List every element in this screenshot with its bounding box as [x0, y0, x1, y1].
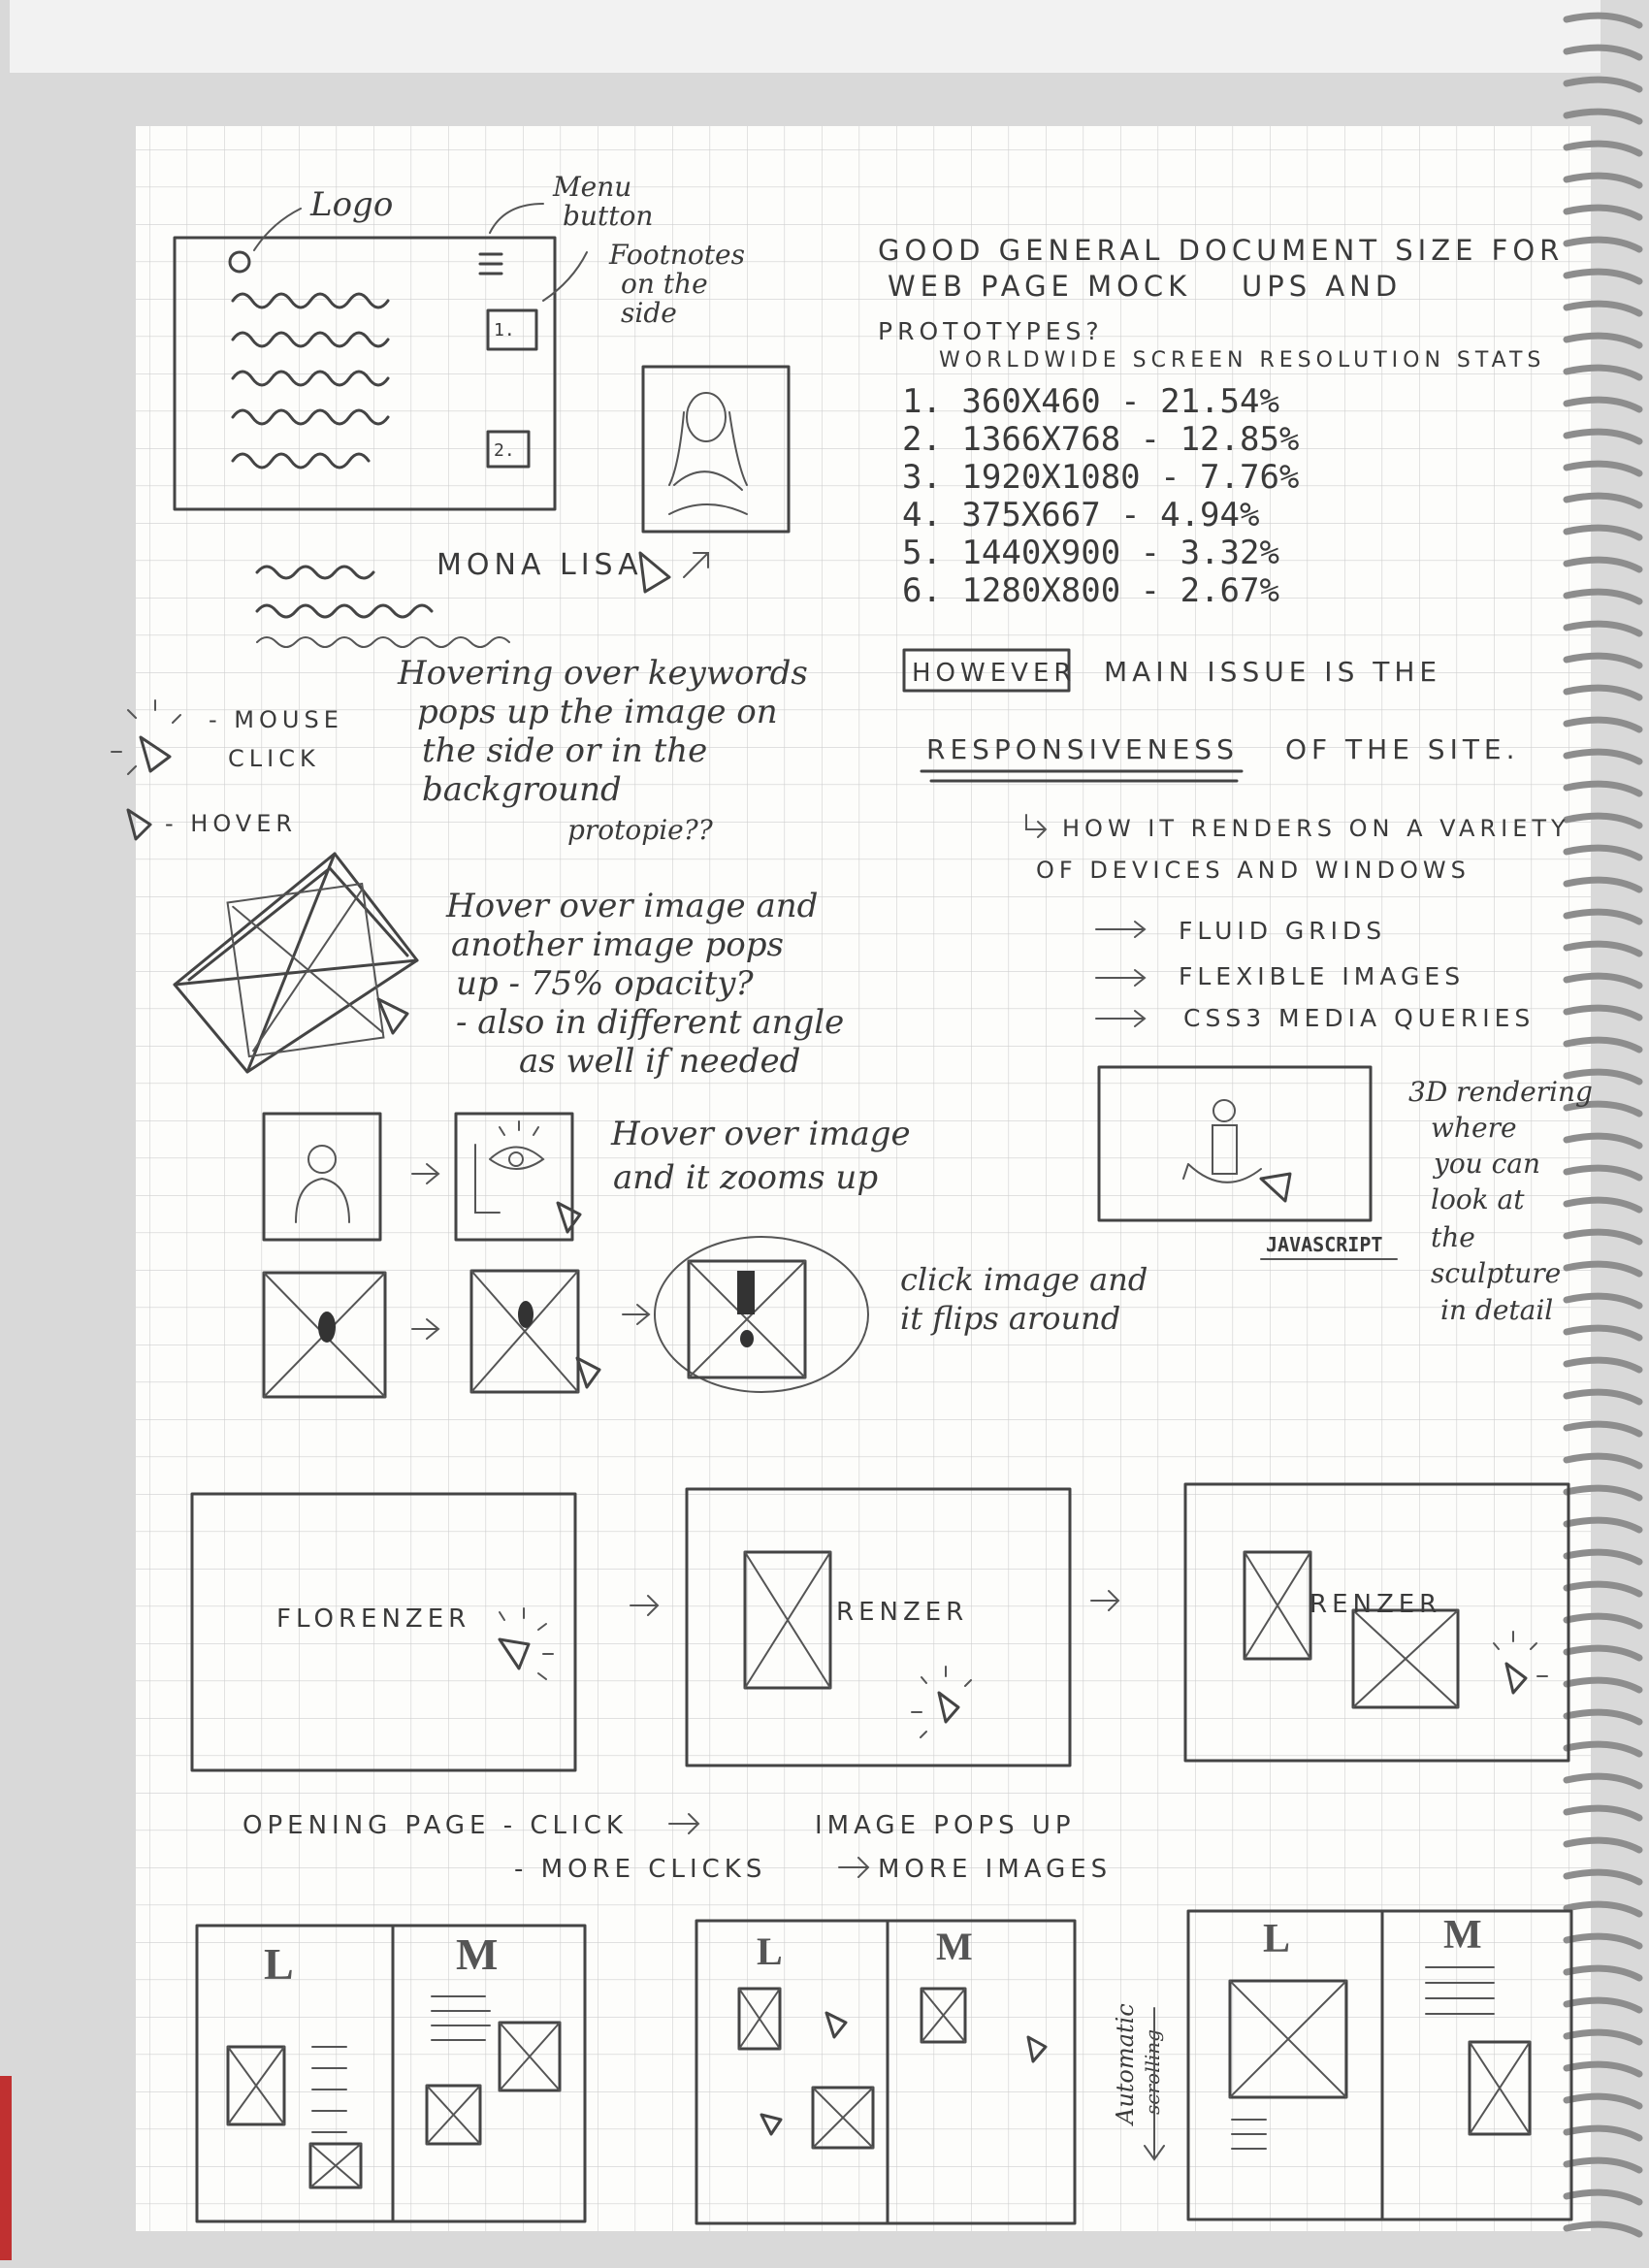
hover-note-1: Hovering over keywords [398, 654, 808, 693]
renders-line-2: OF DEVICES AND WINDOWS [1036, 857, 1471, 884]
legend-hover: - HOVER [165, 810, 298, 837]
red-edge [0, 2076, 12, 2260]
point-media-queries: CSS3 MEDIA QUERIES [1183, 1004, 1536, 1032]
footnote-2-text: 2. [494, 440, 515, 461]
footnotes-label-2: on the [621, 268, 708, 300]
renders-line-1: HOW IT RENDERS ON A VARIETY [1062, 815, 1570, 842]
render3d-line-7: in detail [1440, 1294, 1554, 1326]
footnotes-label-1: Footnotes [609, 239, 745, 271]
image-hover-note-5: as well if needed [519, 1042, 801, 1081]
render3d-line-2: where [1431, 1112, 1517, 1144]
layout-3-letter-l: L [1263, 1917, 1291, 1961]
image-hover-note-1: Hover over image and [446, 887, 819, 925]
mona-lisa-label: MONA LISA [436, 548, 643, 582]
zoom-note-2: and it zooms up [613, 1158, 879, 1197]
render3d-line-6: sculpture [1431, 1257, 1562, 1289]
flip-note-2: it flips around [900, 1300, 1121, 1337]
stat-row: 6. 1280X800 - 2.67% [902, 571, 1279, 610]
hover-note-5: protopie?? [567, 814, 713, 846]
image-hover-note-3: up - 75% opacity? [456, 964, 754, 1003]
frame-3-title: RENZER [1310, 1590, 1442, 1619]
legend-mouse-1: - MOUSE [209, 706, 343, 733]
image-hover-note-4: - also in different angle [456, 1003, 845, 1042]
responsive-line-1: MAIN ISSUE IS THE [1104, 656, 1442, 688]
responsiveness-word: RESPONSIVENESS [926, 733, 1239, 765]
layout-3-letter-m: M [1443, 1913, 1482, 1958]
point-flexible-images: FLEXIBLE IMAGES [1179, 962, 1466, 990]
render3d-line-1: 3D rendering [1408, 1076, 1593, 1108]
responsive-line-2: OF THE SITE. [1285, 733, 1520, 765]
stat-row: 3. 1920X1080 - 7.76% [902, 458, 1300, 497]
stat-row: 5. 1440X900 - 3.32% [902, 534, 1279, 572]
footnote-1-text: 1. [494, 320, 515, 340]
hover-note-3: the side or in the [422, 731, 708, 770]
opening-caption-1a: OPENING PAGE - CLICK [242, 1811, 628, 1840]
doc-size-line-2b: UPS AND [1242, 270, 1403, 303]
frame-1-title: FLORENZER [276, 1604, 471, 1634]
previous-page-edge [10, 0, 1600, 73]
hover-note-2: pops up the image on [417, 693, 778, 731]
doc-size-line-3: PROTOTYPES? [878, 317, 1104, 345]
flip-note-1: click image and [900, 1261, 1148, 1298]
stat-row: 2. 1366X768 - 12.85% [902, 420, 1300, 459]
zoom-note-1: Hover over image [611, 1115, 911, 1153]
doc-size-line-1: GOOD GENERAL DOCUMENT SIZE FOR [878, 234, 1565, 267]
layout-2-letter-l: L [757, 1929, 783, 1973]
hover-note-4: background [422, 770, 622, 809]
opening-caption-1b: IMAGE POPS UP [815, 1811, 1076, 1840]
doc-size-line-2a: WEB PAGE MOCK [888, 270, 1192, 303]
frame-2-title: RENZER [836, 1598, 969, 1627]
render3d-line-4: look at [1431, 1183, 1525, 1215]
render3d-line-3: you can [1434, 1148, 1541, 1180]
menu-label-2: button [563, 200, 654, 232]
stat-row: 4. 375X667 - 4.94% [902, 496, 1260, 535]
layout-2-letter-m: M [936, 1925, 973, 1968]
legend-mouse-2: CLICK [228, 745, 320, 772]
logo-label: Logo [310, 185, 394, 224]
point-fluid-grids: FLUID GRIDS [1179, 917, 1387, 945]
resolution-stats-list [902, 382, 1299, 610]
opening-caption-2: - MORE CLICKS [514, 1855, 767, 1884]
render3d-line-5: the [1431, 1221, 1475, 1253]
footnotes-label-3: side [621, 297, 677, 329]
auto-scroll-label-1: Automatic [1112, 2003, 1139, 2124]
stats-title: WORLDWIDE SCREEN RESOLUTION STATS [939, 348, 1546, 373]
opening-caption-2b: MORE IMAGES [878, 1855, 1113, 1884]
auto-scroll-label-2: scrolling [1141, 2029, 1164, 2115]
menu-label-1: Menu [553, 171, 632, 203]
layout-1-letter-l: L [264, 1939, 294, 1989]
image-hover-note-2: another image pops [451, 925, 784, 964]
layout-1-letter-m: M [456, 1929, 499, 1979]
stat-row: 1. 360X460 - 21.54% [902, 382, 1279, 421]
however-label: HOWEVER [912, 659, 1077, 688]
javascript-label: JAVASCRIPT [1266, 1233, 1383, 1256]
